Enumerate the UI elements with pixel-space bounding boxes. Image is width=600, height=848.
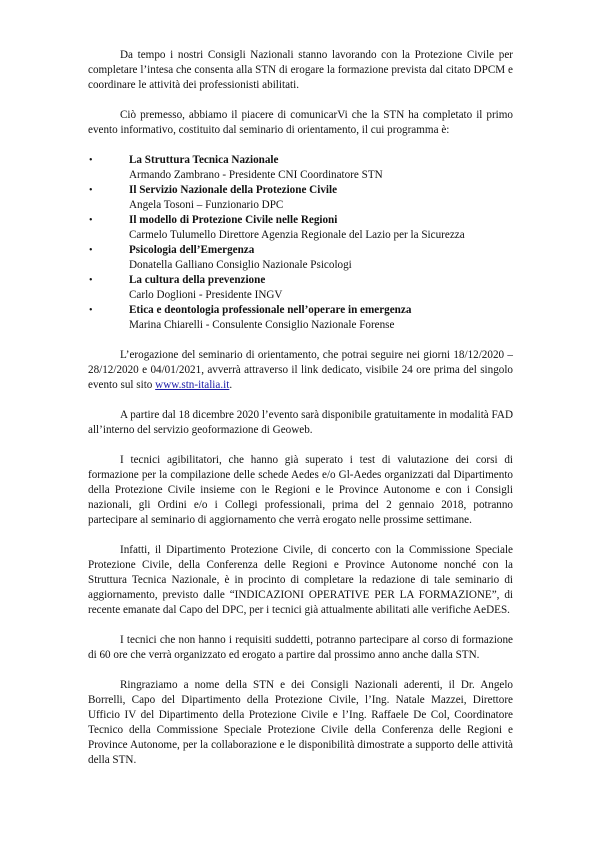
program-item-title: Il modello di Protezione Civile nelle Regioni <box>129 214 338 226</box>
program-item <box>88 303 513 333</box>
program-item-speaker: Carlo Doglioni - Presidente INGV <box>129 289 283 301</box>
program-item-title: La cultura della prevenzione <box>129 274 266 286</box>
course-paragraph: I tecnici che non hanno i requisiti suddetti, potranno partecipare al corso di formazione di 60 ore che verrà organizzato ed erogato a partire dal prossimo anno anche dalla STN. <box>88 634 513 661</box>
bullet-icon: • <box>89 275 93 286</box>
program-item-speaker: Angela Tosoni – Funzionario DPC <box>129 199 284 211</box>
program-item-title: Etica e deontologia professionale nell’operare in emergenza <box>129 304 412 316</box>
program-item <box>88 273 513 303</box>
program-item <box>88 153 513 183</box>
letter-page <box>88 48 513 768</box>
program-item <box>88 183 513 213</box>
delivery-end: . <box>229 379 233 391</box>
bullet-icon: • <box>89 215 93 226</box>
bullet-icon: • <box>89 185 93 196</box>
program-item-title: Psicologia dell’Emergenza <box>129 244 255 256</box>
program-item-title: Il Servizio Nazionale della Protezione Civile <box>129 184 338 196</box>
bullet-icon: • <box>89 245 93 256</box>
program-item-speaker: Donatella Galliano Consiglio Nazionale Psicologi <box>129 259 352 271</box>
program-list <box>88 153 513 333</box>
bullet-icon: • <box>89 155 93 166</box>
bullet-icon: • <box>89 305 93 316</box>
technicians-paragraph: I tecnici agibilitatori, che hanno già superato i test di valutazione dei corsi di formazione per la compilazione delle schede Aedes e/o Gl-Aedes organizzati dal Dipartimento della Protezione Civile insieme con le Regioni e le Province Autonome e con i Consigli nazionali, gli Ordini e/o i Collegi professionali, prima del 2 gennaio 2018, potranno partecipare al seminario di aggiornamento che verrà erogato nelle prossime settimane. <box>88 454 513 526</box>
availability-paragraph: A partire dal 18 dicembre 2020 l’evento sarà disponibile gratuitamente in modalità FAD all’interno del servizio geoformazione di Geoweb. <box>88 409 513 436</box>
program-item-speaker: Carmelo Tulumello Direttore Agenzia Regionale del Lazio per la Sicurezza <box>129 229 465 241</box>
program-item-speaker: Armando Zambrano - Presidente CNI Coordinatore STN <box>129 169 383 181</box>
program-item-speaker: Marina Chiarelli - Consulente Consiglio Nazionale Forense <box>129 319 395 331</box>
intro-paragraph: Da tempo i nostri Consigli Nazionali stanno lavorando con la Protezione Civile per completare l’intesa che consenta alla STN di erogare la formazione prevista dal citato DPCM e coordinare le attività dei professionisti abilitati. <box>88 49 513 91</box>
thanks-paragraph: Ringraziamo a nome della STN e dei Consigli Nazionali aderenti, il Dr. Angelo Borrelli, Capo del Dipartimento della Protezione Civile, l’Ing. Natale Mazzei, Direttore Ufficio IV del Dipartimento della Protezione Civile e l’Ing. Raffaele De Col, Coordinatore Tecnico della Commissione Speciale Protezione Civile della Conferenza delle Regioni e Province Autonome, per la collaborazione e le disponibilità dimostrate a supporto delle attività della STN. <box>88 679 513 766</box>
delivery-text: L’erogazione del seminario di orientamento, che potrai seguire nei giorni 18/12/2020 – 28/12/2020 e 04/01/2021, avverrà attraverso il link dedicato, visibile 24 ore prima del singolo evento sul sito <box>88 349 513 391</box>
program-item-title: La Struttura Tecnica Nazionale <box>129 154 279 166</box>
department-paragraph: Infatti, il Dipartimento Protezione Civile, di concerto con la Commissione Speciale Protezione Civile, della Conferenza delle Regioni e Province Autonome nonché con la Struttura Tecnica Nazionale, è in procinto di completare la redazione di tale seminario di aggiornamento, previsto dalle “INDICAZIONI OPERATIVE PER LA FORMAZIONE”, di recente emanate dal Capo del DPC, per i tecnici già attualmente abilitati alle verifiche AeDES. <box>88 544 513 616</box>
program-item <box>88 243 513 273</box>
delivery-paragraph <box>88 348 513 393</box>
premise-paragraph: Ciò premesso, abbiamo il piacere di comunicarVi che la STN ha completato il primo evento informativo, costituito dal seminario di orientamento, il cui programma è: <box>88 109 513 136</box>
stn-website-link[interactable]: www.stn-italia.it <box>155 379 230 391</box>
program-item <box>88 213 513 243</box>
